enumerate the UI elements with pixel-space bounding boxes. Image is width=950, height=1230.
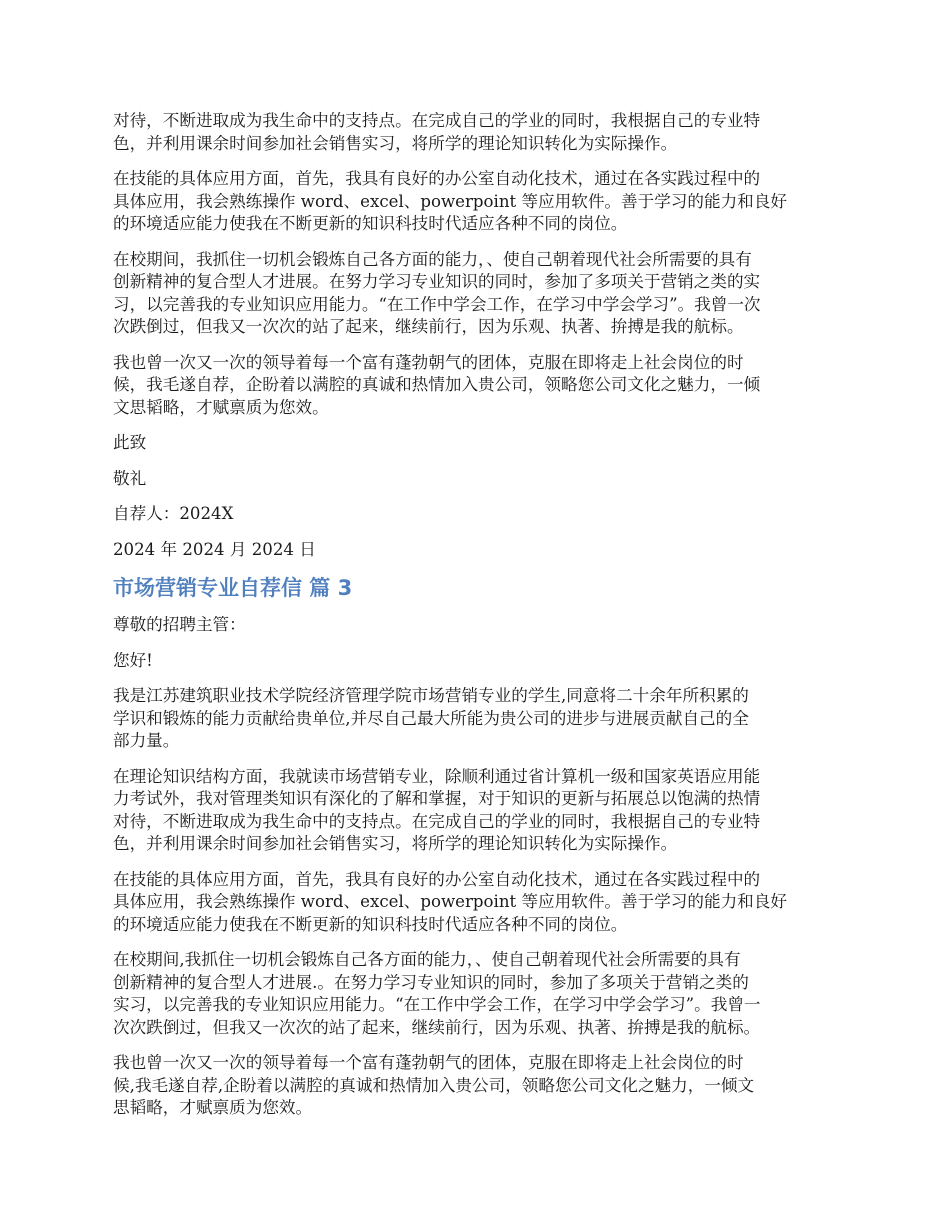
text-line: 创新精神的复合型人才进展。在努力学习专业知识的同时，参加了多项关于营销之类的实	[113, 272, 761, 291]
closing-text: 此致	[113, 433, 147, 452]
signer-text: 自荐人：2024X	[113, 504, 234, 523]
text-line: 对待，不断进取成为我生命中的支持点。在完成自己的学业的同时，我根据自己的专业特	[113, 811, 761, 831]
paragraph-school-period	[113, 249, 841, 339]
date-text: 2024 年 2024 月 2024 日	[113, 539, 316, 559]
paragraph-study-support	[113, 110, 841, 155]
text-line: 在技能的具体应用方面，首先，我具有良好的办公室自动化技术，通过在各实践过程中的	[113, 169, 761, 188]
text-line: 创新精神的复合型人才进展.。在努力学习专业知识的同时，参加了多项关于营销之类的	[113, 972, 749, 992]
text-line: 力考试外，我对管理类知识有深化的了解和掌握，对于知识的更新与拓展总以饱满的热情	[113, 789, 761, 808]
paragraph-skills	[113, 168, 841, 236]
letter-section-continued	[113, 110, 841, 561]
text-line: 实习，以完善我的专业知识应用能力。“在工作中学会工作，在学习中学会学习”。我曾一	[113, 995, 761, 1014]
text-line: 色，并利用课余时间参加社会销售实习，将所学的理论知识转化为实际操作。	[113, 834, 678, 853]
text-line: 文思韬略，才赋禀质为您效。	[113, 397, 329, 417]
text-line: 候，我毛遂自荐，企盼着以满腔的真诚和热情加入贵公司，领略您公司文化之魅力，一倾	[113, 375, 761, 394]
paragraph-theory	[113, 766, 841, 856]
text-line: 的环境适应能力使我在不断更新的知识科技时代适应各种不同的岗位。	[113, 214, 628, 233]
paragraph-leadership	[113, 1052, 841, 1120]
text-line: 在校期间，我抓住一切机会锻炼自己各方面的能力，、使自己朝着现代社会所需要的具有	[113, 249, 752, 269]
text-line: 具体应用，我会熟练操作 word、excel、powerpoint 等应用软件。善于学习的能力和良好	[113, 191, 787, 211]
text-line: 对待，不断进取成为我生命中的支持点。在完成自己的学业的同时，我根据自己的专业特	[113, 111, 761, 130]
text-line: 具体应用，我会熟练操作 word、excel、powerpoint 等应用软件。善于学习的能力和良好	[113, 892, 787, 911]
text-line: 在校期间,我抓住一切机会锻炼自己各方面的能力，、使自己朝着现代社会所需要的具有	[113, 950, 741, 969]
document-page	[113, 110, 841, 1133]
text-line: 习，以完善我的专业知识应用能力。“在工作中学会工作，在学习中学会学习”。我曾一次	[113, 294, 761, 314]
text-line: 部力量。	[113, 731, 180, 750]
paragraph-leadership	[113, 352, 841, 420]
paragraph-skills	[113, 869, 841, 937]
paragraph-intro	[113, 685, 841, 753]
text-line: 的环境适应能力使我在不断更新的知识科技时代适应各种不同的岗位。	[113, 914, 628, 934]
text-line: 候,我毛遂自荐,企盼着以满腔的真诚和热情加入贵公司，领略您公司文化之魅力，一倾文	[113, 1075, 755, 1095]
text-line: 我也曾一次又一次的领导着每一个富有蓬勃朝气的团体，克服在即将走上社会岗位的时	[113, 352, 744, 372]
salute-text: 敬礼	[113, 468, 147, 488]
text-line: 我也曾一次又一次的领导着每一个富有蓬勃朝气的团体，克服在即将走上社会岗位的时	[113, 1053, 744, 1072]
letter-section-3	[113, 614, 841, 1120]
text-line: 学识和锻炼的能力贡献给贵单位,并尽自己最大所能为贵公司的进步与进展贡献自己的全	[113, 708, 749, 728]
text-line: 在技能的具体应用方面，首先，我具有良好的办公室自动化技术，通过在各实践过程中的	[113, 869, 761, 889]
text-line: 思韬略，才赋禀质为您效。	[113, 1098, 313, 1117]
text-line: 在理论知识结构方面，我就读市场营销专业，除顺利通过省计算机一级和国家英语应用能	[113, 766, 761, 786]
section-heading: 市场营销专业自荐信 篇 3	[113, 576, 353, 600]
paragraph-school-period	[113, 949, 841, 1039]
text-line: 次跌倒过，但我又一次次的站了起来，继续前行，因为乐观、执著、拚搏是我的航标。	[113, 317, 744, 336]
text-line: 色，并利用课余时间参加社会销售实习，将所学的理论知识转化为实际操作。	[113, 133, 678, 153]
text-line: 次次跌倒过，但我又一次次的站了起来，继续前行，因为乐观、执著、拚搏是我的航标。	[113, 1017, 761, 1037]
greeting-text: 尊敬的招聘主管：	[113, 615, 246, 634]
hello-text: 您好!	[113, 650, 153, 670]
text-line: 我是江苏建筑职业技术学院经济管理学院市场营销专业的学生,同意将二十余年所积累的	[113, 686, 749, 705]
